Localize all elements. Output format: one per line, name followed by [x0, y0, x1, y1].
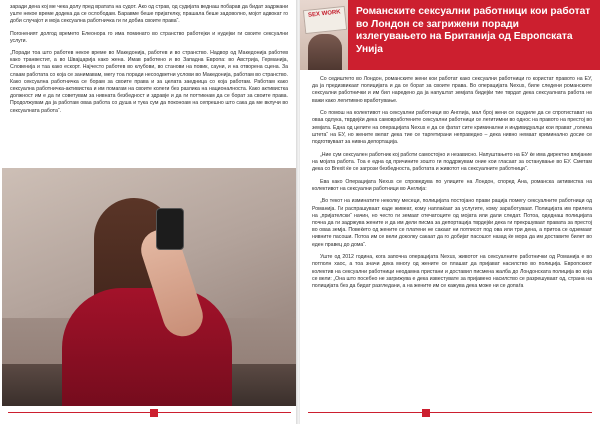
photo-red-dress — [62, 288, 232, 406]
right-page-folio-marker — [422, 409, 430, 417]
right-paragraph: „Во текот на изминатите неколку месеци, полицијата постојано прави рација помегу сексуалните работници од Романија. Ги распрашуваат каде живеат, кому наплаќаат за услугите, кому заработуваат. Полицијата им прилега на „пријателски“ начин, но често ги земаат отечатоците од мојата или дали следат. Потоа, одеднаш полицијата почна да ги задржува жените и да им дели писма за депортација тврдејќи дека ги прекршуваат правата за престој во оваа земја. Повеќето од жените се платени не сакаат ни потписот под ова или три дена, а притоа се одземаат нивните пасоши. Потоа им се вели доколку сакаат да го добијат пасошот назад ќе мора да им доставите билет во еден правец до дома“. — [312, 198, 592, 248]
protest-sign-text: SEX WORK — [307, 9, 341, 19]
left-page — [0, 0, 297, 424]
left-page-folio-marker — [150, 409, 158, 417]
right-paragraph: Уште од 2012 година, кога започна операцијата Nexus, животот на сексуалните работнички од Романија е во потполн хаос, а тоа значи дека многу од жените се плашат да пријават насилство во полиција. Европскиот колектив на сексуални работници неодамна пристани и доставил писмена жалба до Лондонската полиција во која се вели: „Она што посебно не загрижува е дека известувате за пријавено насилство се разрешуваат од, страна на полицијата без да бидат разгледани, а на жените им се кажува дека може ни се допаѓа — [312, 254, 592, 290]
left-paragraph: заради дена кој ме чека долу пред вратата на судот. Ако од страв, од судијата веднаш побарав да бидат задржани уште некое време додека да се ослободам. Баравме беше пријателку, прашала беше задоволно, мојот адвокат го доби случајот и моја сексуална работничка ги ги добиа своите права“. — [10, 4, 288, 25]
right-page — [300, 0, 600, 424]
right-paragraph: „Ние сум сексуален работник кој работи самостојно и независно. Напуштањето на ЕУ ќе има директно влијание на мојата работа. Тоа е една од причините зошто ги поддржувам оние кои гласаат за останување во ЕУ. Сметам дека со Brexit ќе се загрози безбедноста, работата и животот на сексуалните работници“. — [312, 151, 592, 173]
left-article-text — [10, 4, 288, 120]
right-article-text — [312, 76, 592, 296]
phone-icon — [156, 208, 184, 250]
article-headline: Романските сексуални работници кои работат во Лондон се загрижени поради излегувањето на Британија од Европската Унија — [356, 6, 591, 55]
protest-person — [308, 34, 342, 70]
headline-banner — [300, 0, 600, 70]
left-paragraph: „Поради тоа што работев некое време во Македонија, работев и во странство. Надвор од Македонија работев како транвестит, а во Швајцарија како жена. Имав работено и во Западна Европа: во Австрија, Германија, Словенија и таа како ескорт. Најчесто работев во клубови, во станови на повик, сауни, и на отворена сцена. За слаам работата со која се занимавам, мегу тоа поради несоодветни услови во Македонија, работам во странство. Како сексуална работничка се борам за своите права и за целата заедница со која работам. Работам како сексуална работничка-активистка и им помагам на своите колеги без разлика на националноста. Како активистка должност им е да ги советувам за нивната безбедност и здравје и да ги поттикнам да се борат за своите права. Продолжувам да ја работам оваа работа со душа и тука сум да пoкoнoам на сепрешно што сака да ме вклучи во сексуалната работа“. — [10, 50, 288, 114]
protest-sign-photo — [300, 0, 348, 70]
protest-sign — [303, 6, 347, 34]
woman-with-phone-photo — [2, 168, 296, 406]
right-paragraph: Со помош на колективот на сексуални работници во Англија, мал број жени се оцудиле да се спротистават на оваа одлука, тврдејќи дека самовработените сексуални работници се легитимни во однос на правото на престој во земјата. Една од целите на операцијата Nexus е да се фатат сите криминални и индивидуалци кои прават „голема штета“ на ЕУ, но жените велат дека тие се таргетирани неправедно – дека нивно немаат криминално досие се подготвуваат за нивна депортација. — [312, 110, 592, 146]
right-paragraph: Ева како Операцијата Nexus се спроведува по улиците на Лондон, според Ана, романска активистка на колективот на сексуални работници во Англија: — [312, 178, 592, 192]
right-paragraph: Со седиштето во Лондон, романските жени кои работат како сексуални работници го користат правото на ЕУ, да ја предизвикаат полицијата и да се борат за своите права. Во операцијата Nexus, биле следени романските сексуални работнички и им бил наредено да ја напуштат земјата бидејќи тие тврдат дека сексуалната работа не важи како легитимно вработување. — [312, 76, 592, 104]
left-paragraph: Погоненият долгод времето Елеонора го има поминато во странство работејки и нудејки ги своите сексуални услуги. — [10, 30, 288, 44]
right-footer-rule — [308, 412, 592, 413]
